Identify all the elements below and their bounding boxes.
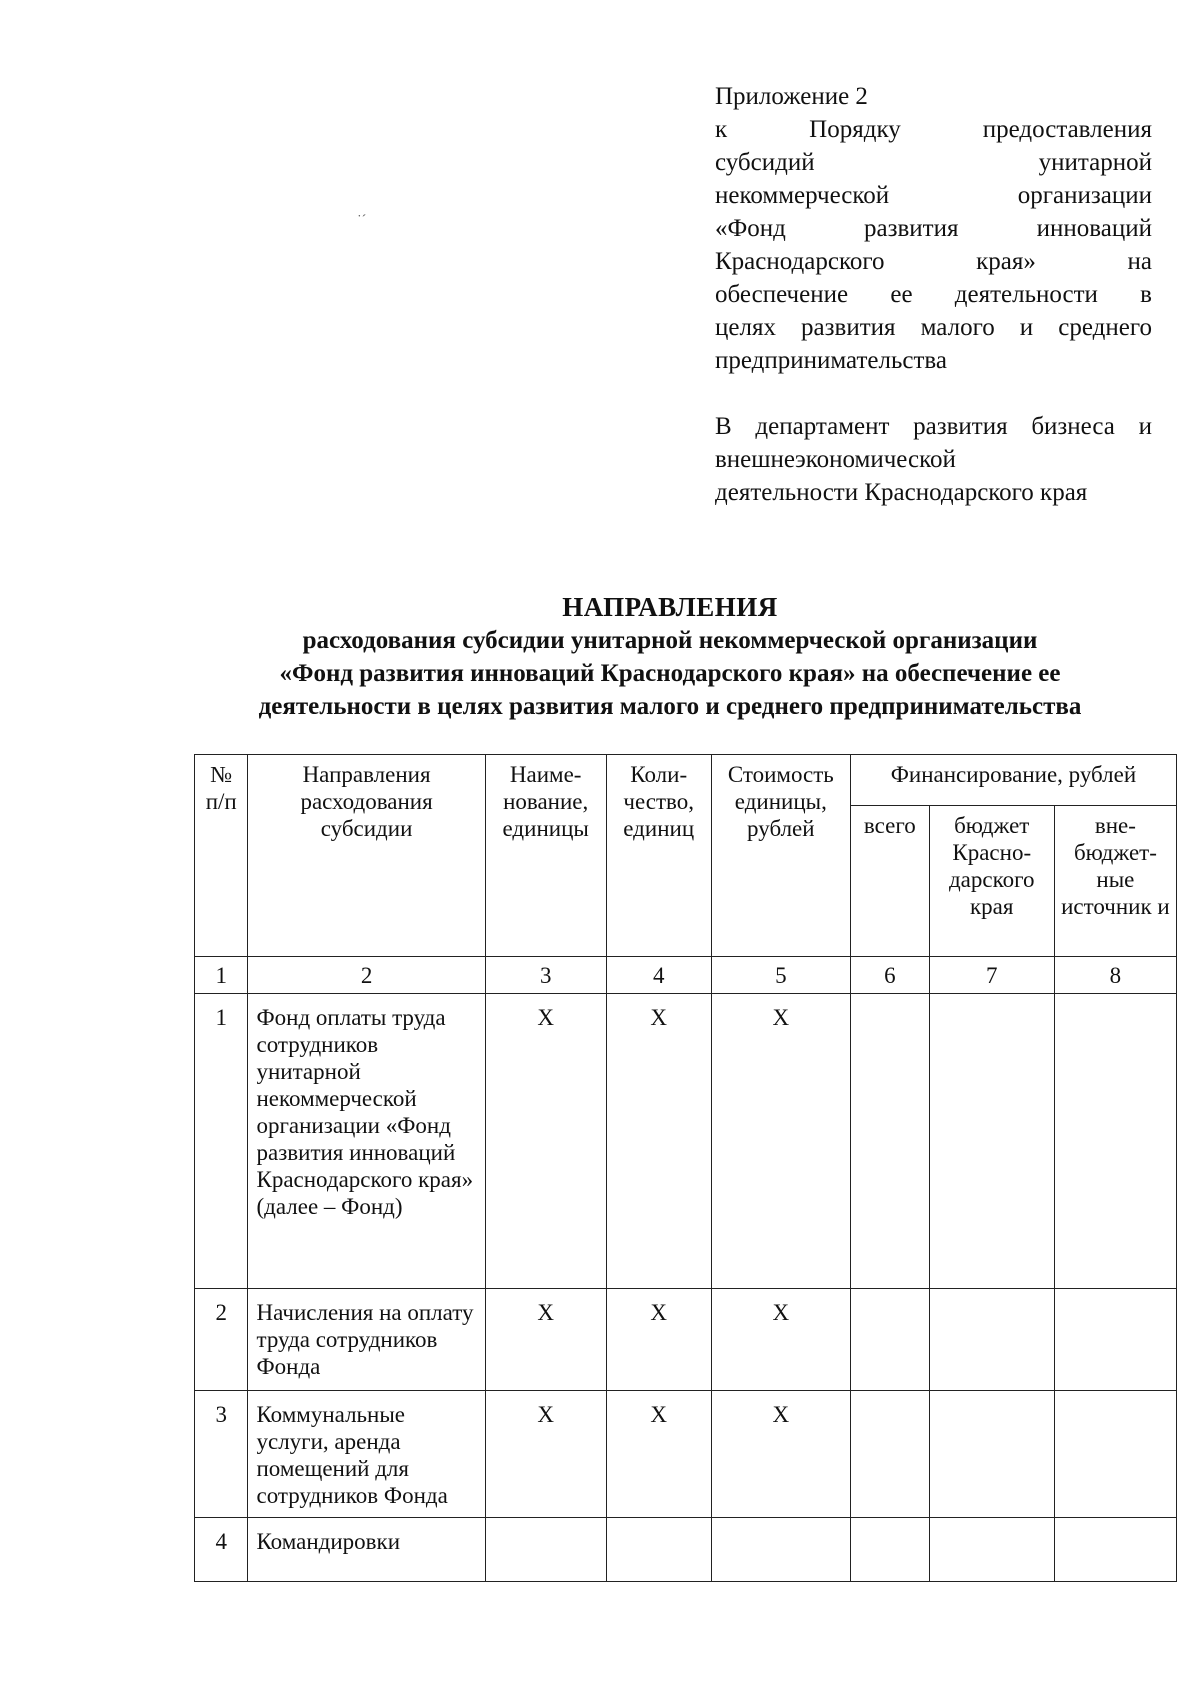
expense-directions-table	[194, 754, 1177, 1582]
header-offbudget: вне-бюджет-ные источник и	[1054, 806, 1176, 957]
row-name	[485, 1518, 606, 1582]
column-number: 2	[248, 957, 485, 994]
row-budget	[929, 994, 1054, 1289]
column-number: 3	[485, 957, 606, 994]
appendix-line: обеспечение ее деятельности в	[715, 281, 1152, 308]
row-total	[850, 1391, 929, 1518]
column-number: 5	[711, 957, 850, 994]
row-direction: Коммунальные услуги, аренда помещений для сотрудников Фонда	[248, 1391, 485, 1518]
header-qty: Коли-чество, единиц	[606, 755, 711, 957]
row-qty: X	[606, 994, 711, 1289]
appendix-line: некоммерческой организации	[715, 182, 1152, 209]
row-direction: Командировки	[248, 1518, 485, 1582]
row-direction: Фонд оплаты труда сотрудников унитарной некоммерческой организации «Фонд развития инноваций Краснодарского края» (далее – Фонд)	[248, 994, 485, 1289]
column-number: 1	[195, 957, 248, 994]
row-total	[850, 994, 929, 1289]
row-cost	[711, 1518, 850, 1582]
row-name: X	[485, 1289, 606, 1391]
row-qty	[606, 1518, 711, 1582]
appendix-line: предпринимательства	[715, 347, 947, 374]
row-qty: X	[606, 1391, 711, 1518]
column-number: 8	[1054, 957, 1176, 994]
row-total	[850, 1518, 929, 1582]
row-number: 4	[195, 1518, 248, 1582]
document-heading	[160, 590, 1180, 723]
row-number: 3	[195, 1391, 248, 1518]
column-number: 6	[850, 957, 929, 994]
header-row	[195, 755, 1177, 806]
document-subtitle-line: «Фонд развития инноваций Краснодарского края» на обеспечение ее	[279, 660, 1061, 687]
table-row	[195, 1518, 1177, 1582]
row-cost: X	[711, 1289, 850, 1391]
appendix-line: к Порядку предоставления	[715, 116, 1152, 143]
recipient-line: деятельности Краснодарского края	[715, 479, 1088, 506]
row-number: 2	[195, 1289, 248, 1391]
table-row	[195, 1391, 1177, 1518]
row-offbudget	[1054, 994, 1176, 1289]
row-name: X	[485, 994, 606, 1289]
row-cost: X	[711, 994, 850, 1289]
document-title: НАПРАВЛЕНИЯ	[562, 592, 778, 622]
row-name: X	[485, 1391, 606, 1518]
appendix-line: целях развития малого и среднего	[715, 314, 1152, 341]
row-budget	[929, 1391, 1054, 1518]
row-budget	[929, 1289, 1054, 1391]
header-cost: Стоимость единицы, рублей	[711, 755, 850, 957]
header-financing: Финансирование, рублей	[850, 755, 1176, 806]
row-budget	[929, 1518, 1054, 1582]
appendix-line: субсидий унитарной	[715, 149, 1152, 176]
row-number: 1	[195, 994, 248, 1289]
row-offbudget	[1054, 1289, 1176, 1391]
header-num: № п/п	[195, 755, 248, 957]
scan-speck: ˙´	[357, 213, 367, 228]
column-number-row	[195, 957, 1177, 994]
recipient-line: внешнеэкономической	[715, 446, 956, 473]
header-total: всего	[850, 806, 929, 957]
header-budget: бюджет Красно-дарского края	[929, 806, 1054, 957]
row-direction: Начисления на оплату труда сотрудников Фонда	[248, 1289, 485, 1391]
column-number: 7	[929, 957, 1054, 994]
document-subtitle-line: деятельности в целях развития малого и среднего предпринимательства	[258, 693, 1082, 720]
table-row	[195, 1289, 1177, 1391]
header-name: Наиме-нование, единицы	[485, 755, 606, 957]
header-direction: Направления расходования субсидии	[248, 755, 485, 957]
appendix-line: Краснодарского края» на	[715, 248, 1152, 275]
appendix-title: Приложение 2	[715, 83, 868, 110]
appendix-block	[715, 80, 1152, 509]
column-number: 4	[606, 957, 711, 994]
row-qty: X	[606, 1289, 711, 1391]
row-total	[850, 1289, 929, 1391]
row-offbudget	[1054, 1518, 1176, 1582]
table-row	[195, 994, 1177, 1289]
row-offbudget	[1054, 1391, 1176, 1518]
document-subtitle-line: расходования субсидии унитарной некоммерческой организации	[302, 627, 1038, 654]
recipient-line: В департамент развития бизнеса и	[715, 413, 1152, 440]
row-cost: X	[711, 1391, 850, 1518]
appendix-line: «Фонд развития инноваций	[715, 215, 1152, 242]
